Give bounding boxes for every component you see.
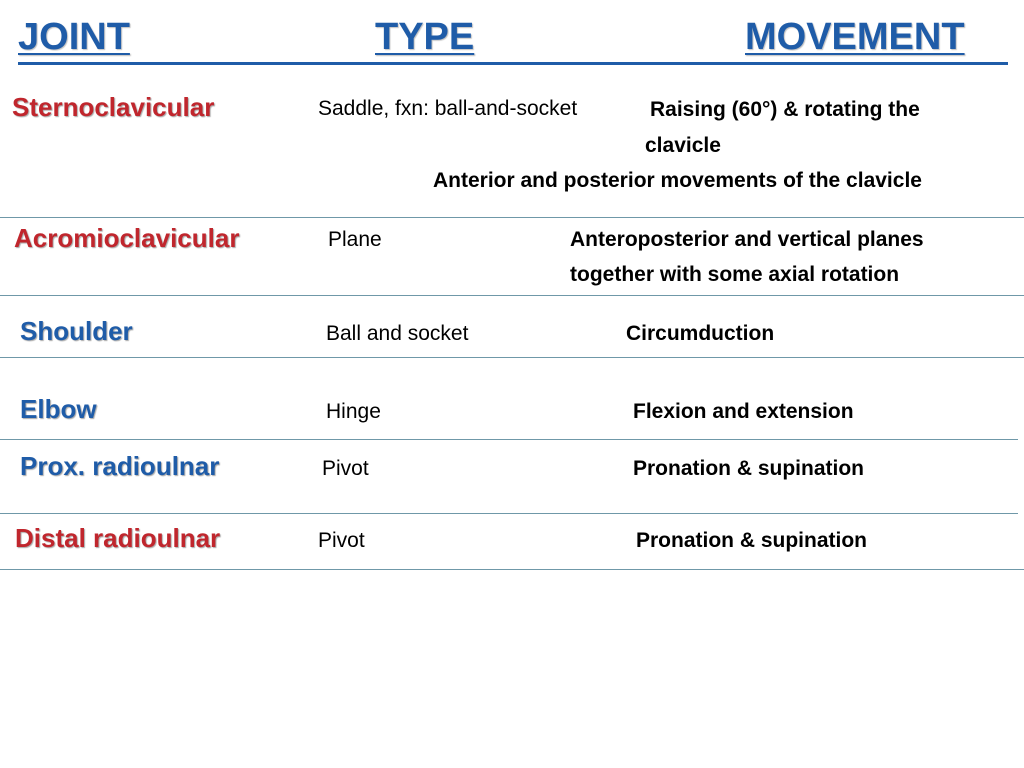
joint-movement: Circumduction: [626, 322, 775, 345]
header-joint: JOINT: [18, 16, 130, 58]
joint-name: Distal radioulnar: [15, 523, 221, 553]
joint-name: Acromioclavicular: [14, 223, 240, 253]
joint-movement: Pronation & supination: [633, 457, 864, 480]
header-underline: [18, 62, 1008, 65]
joint-movement: Pronation & supination: [636, 529, 867, 552]
joint-type: Pivot: [322, 457, 369, 480]
joint-movement: Anteroposterior and vertical planes: [570, 228, 924, 251]
row-divider: [0, 217, 1024, 218]
joint-type: Plane: [328, 228, 382, 251]
joint-movement: Raising (60°) & rotating the: [650, 98, 920, 121]
joint-name: Shoulder: [20, 316, 133, 346]
row-divider: [0, 295, 1024, 296]
joint-name: Sternoclavicular: [12, 92, 215, 122]
joint-movement: Flexion and extension: [633, 400, 854, 423]
joint-name: Prox. radioulnar: [20, 451, 220, 481]
row-divider: [0, 569, 1024, 570]
joint-type: Pivot: [318, 529, 365, 552]
joint-type: Hinge: [326, 400, 381, 423]
joint-movement: Anterior and posterior movements of the clavicle: [433, 169, 922, 192]
joint-movement: clavicle: [645, 134, 721, 157]
row-divider: [0, 513, 1018, 514]
joint-movement: together with some axial rotation: [570, 263, 900, 286]
row-divider: [0, 357, 1024, 358]
header-type: TYPE: [375, 16, 475, 58]
header-movement: MOVEMENT: [745, 16, 965, 58]
joint-type: Ball and socket: [326, 322, 469, 345]
joint-name: Elbow: [20, 394, 97, 424]
joint-type: Saddle, fxn: ball-and-socket: [318, 97, 578, 120]
row-divider: [0, 439, 1018, 440]
